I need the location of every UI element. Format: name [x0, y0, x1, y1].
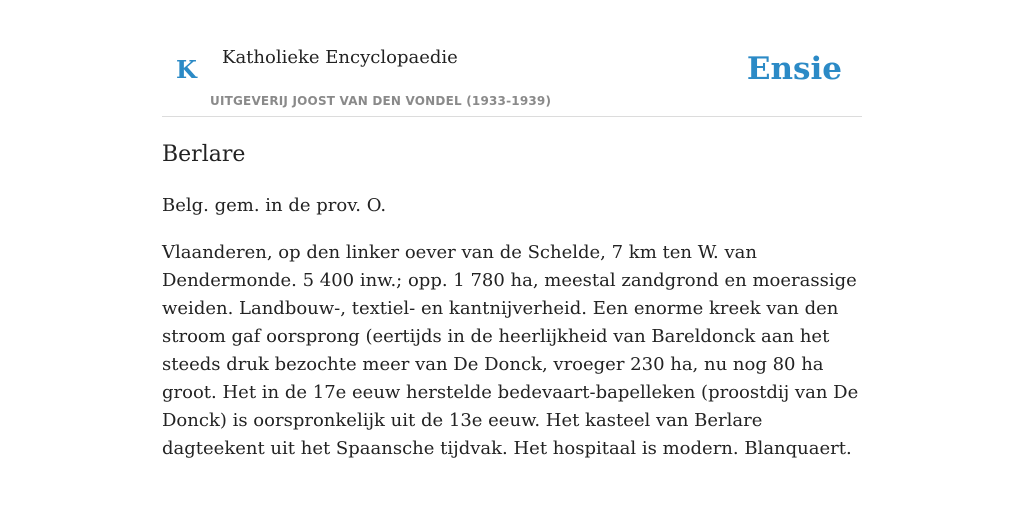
article-paragraph: Belg. gem. in de prov. O. — [162, 195, 387, 216]
article-title: Berlare — [162, 142, 246, 167]
encyclopedia-logo[interactable]: K — [176, 55, 197, 84]
site-title-link[interactable]: Katholieke Encyclopaedie — [222, 47, 458, 68]
page-container — [162, 0, 862, 459]
site-header — [162, 0, 862, 117]
article-paragraph: Vlaanderen, op den linker oever van de Schelde, 7 km ten W. van Dendermonde. 5 400 inw.; opp. 1 780 ha, meestal zandgrond en moerassige weiden. Landbouw-, textiel- en kantnijverheid. Een enorme kreek van den stroom gaf oorsprong (eertijds in de heerlijkheid van Bareldonck aan het steeds druk bezochte meer van De Donck, vroeger 230 ha, nu nog 80 ha groot. Het in de 17e eeuw herstelde bedevaart-bapelleken (proostdij van De Donck) is oorspronkelijk uit de 13e eeuw. Het kasteel van Berlare dagteekent uit het Spaansche tijdvak. Het hospitaal is modern. Blanquaert. — [162, 242, 859, 459]
publisher-subtitle: UITGEVERIJ JOOST VAN DEN VONDEL (1933-1939) — [210, 94, 552, 108]
ensie-brand-logo[interactable]: Ensie — [746, 51, 842, 87]
